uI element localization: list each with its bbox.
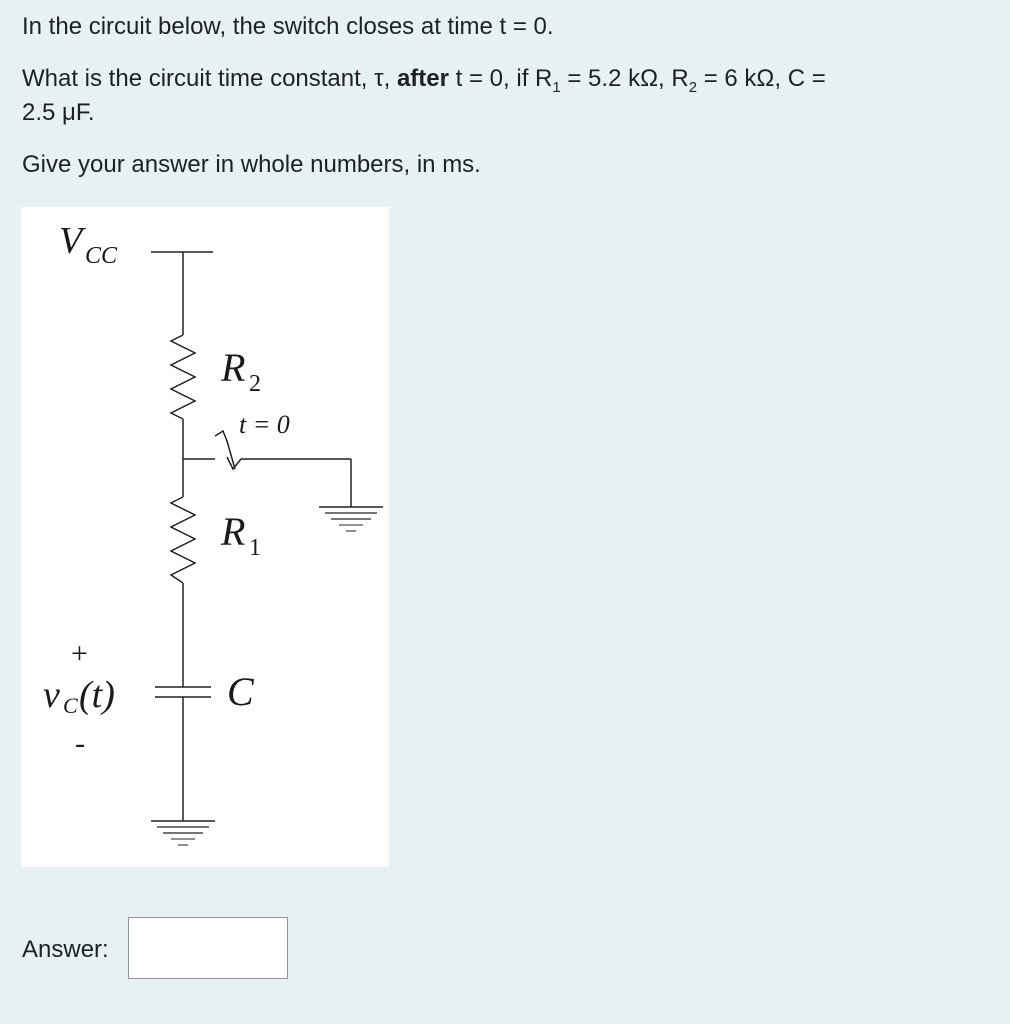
circuit-svg xyxy=(21,207,389,867)
vc-argument: (t) xyxy=(79,674,115,716)
r1-resistor xyxy=(171,497,195,583)
ground-icon-bottom xyxy=(151,821,215,845)
question-part-3: = 5.2 kΩ, R xyxy=(560,65,689,92)
question-part-2: t = 0, if R xyxy=(448,65,553,92)
question-sub-2: 2 xyxy=(688,78,698,96)
question-line-3: Give your answer in whole numbers, in ms. xyxy=(22,151,481,178)
circuit-diagram xyxy=(21,207,389,867)
question-line-instructions xyxy=(22,148,982,182)
question-line-2b: 2.5 μF. xyxy=(22,99,95,126)
r1-subscript: 1 xyxy=(249,535,261,561)
question-line-1: In the circuit below, the switch closes at time t = 0. xyxy=(22,13,554,40)
answer-label: Answer: xyxy=(22,936,109,963)
vc-minus-sign: - xyxy=(75,727,85,760)
answer-input[interactable] xyxy=(128,917,288,979)
vcc-label: V xyxy=(59,220,83,262)
r1-label: R xyxy=(221,509,246,554)
r2-subscript: 2 xyxy=(249,371,261,397)
r2-resistor xyxy=(171,335,195,419)
question-text xyxy=(22,10,982,182)
question-part-4: = 6 kΩ, C = xyxy=(697,65,826,92)
question-line-time-constant xyxy=(22,62,982,130)
vcc-subscript: CC xyxy=(85,243,118,269)
vc-plus-sign: + xyxy=(71,637,88,670)
switch-arm xyxy=(215,431,235,469)
vc-label: v xyxy=(43,674,60,716)
question-part-1: What is the circuit time constant, τ, xyxy=(22,65,397,92)
question-sub-1: 1 xyxy=(552,78,561,96)
question-bold-after: after xyxy=(396,65,449,92)
question-line-switch xyxy=(22,10,982,44)
switch-label: t = 0 xyxy=(239,410,290,439)
capacitor-label: C xyxy=(227,669,254,714)
ground-icon-right xyxy=(319,507,383,531)
vc-subscript: C xyxy=(63,693,78,718)
r2-label: R xyxy=(221,345,246,390)
